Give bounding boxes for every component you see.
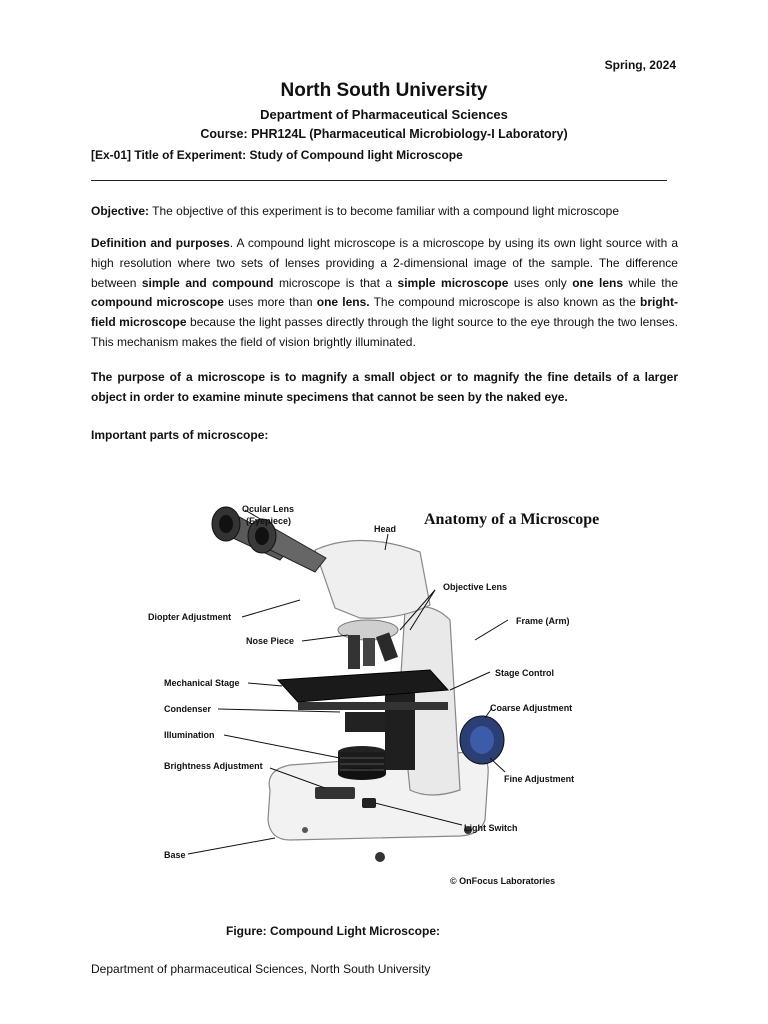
definition-text-1-end: . The difference between: [91, 255, 678, 290]
microscope-figure: [130, 490, 610, 900]
page-footer: Department of pharmaceutical Sciences, North South University: [91, 962, 431, 976]
university-title: North South University: [280, 80, 488, 101]
figure-title: Anatomy of a Microscope: [424, 511, 600, 528]
parts-heading: Important parts of microscope:: [91, 428, 269, 442]
definition-bold-6: bright-field microscope: [91, 295, 678, 330]
label-coarse-adjustment: Coarse Adjustment: [490, 703, 573, 713]
label-fine-adjustment: Fine Adjustment: [504, 774, 575, 784]
label-stage-control: Stage Control: [495, 668, 555, 678]
definition-bold-4: compound microscope: [91, 295, 224, 310]
definition-label: Definition and purposes: [91, 236, 230, 250]
header-divider: [91, 180, 667, 181]
label-frame-arm: Frame (Arm): [516, 616, 570, 626]
definition-text-7: because the light passes directly through the light source to the eye through the two lenses. This mechanism makes the field of vision brightly illuminated.: [91, 315, 678, 349]
objective-label: Objective:: [91, 204, 150, 218]
figure-caption: Figure: Compound Light Microscope:: [226, 924, 440, 938]
label-light-switch: Light Switch: [464, 823, 518, 833]
objective-text: The objective of this experiment is to become familiar with a compound light microscope: [149, 204, 620, 218]
purpose-paragraph: The purpose of a microscope is to magnify a small object or to magnify the fine details of a larger object in order to examine minute specimens that cannot be seen by the naked eye.: [91, 370, 678, 404]
experiment-title: [Ex-01] Title of Experiment: Study of Compound light Microscope: [91, 148, 463, 162]
microscope-illustration: [212, 507, 504, 862]
label-base: Base: [164, 850, 186, 860]
definition-paragraph: [91, 234, 678, 353]
definition-text-1: . A compound light microscope is a microscope by using its own light source with a high resolution where two sets of lenses providing a 2-dimensional image of the sample: [91, 236, 678, 270]
definition-text-4: while the: [623, 275, 678, 290]
label-head: Head: [374, 524, 397, 534]
label-illumination: Illumination: [164, 730, 215, 740]
department-title: Department of Pharmaceutical Sciences: [260, 107, 508, 122]
label-objective-lens: Objective Lens: [443, 582, 508, 592]
definition-text-6: The compound microscope is also known as the: [369, 295, 640, 310]
course-title: Course: PHR124L (Pharmaceutical Microbiology-I Laboratory): [200, 127, 568, 141]
label-ocular-lens: Ocular Lens: [242, 504, 295, 514]
label-diopter-adjustment: Diopter Adjustment: [148, 612, 232, 622]
objective-paragraph: [91, 202, 678, 222]
definition-text-2: microscope is that a: [273, 275, 398, 290]
label-eyepiece: (Eyepiece): [246, 516, 292, 526]
definition-bold-2: simple microscope: [397, 275, 509, 290]
definition-bold-5: one lens.: [316, 295, 370, 310]
label-brightness-adjustment: Brightness Adjustment: [164, 761, 263, 771]
definition-text-3: uses only: [508, 275, 573, 290]
definition-bold-3: one lens: [572, 275, 624, 290]
semester-label: Spring, 2024: [604, 58, 676, 72]
label-mechanical-stage: Mechanical Stage: [164, 678, 240, 688]
label-nose-piece: Nose Piece: [246, 636, 295, 646]
definition-text-5: uses more than: [223, 295, 317, 310]
definition-bold-1: simple and compound: [141, 275, 274, 290]
label-condenser: Condenser: [164, 704, 212, 714]
figure-credit: © OnFocus Laboratories: [450, 876, 556, 886]
